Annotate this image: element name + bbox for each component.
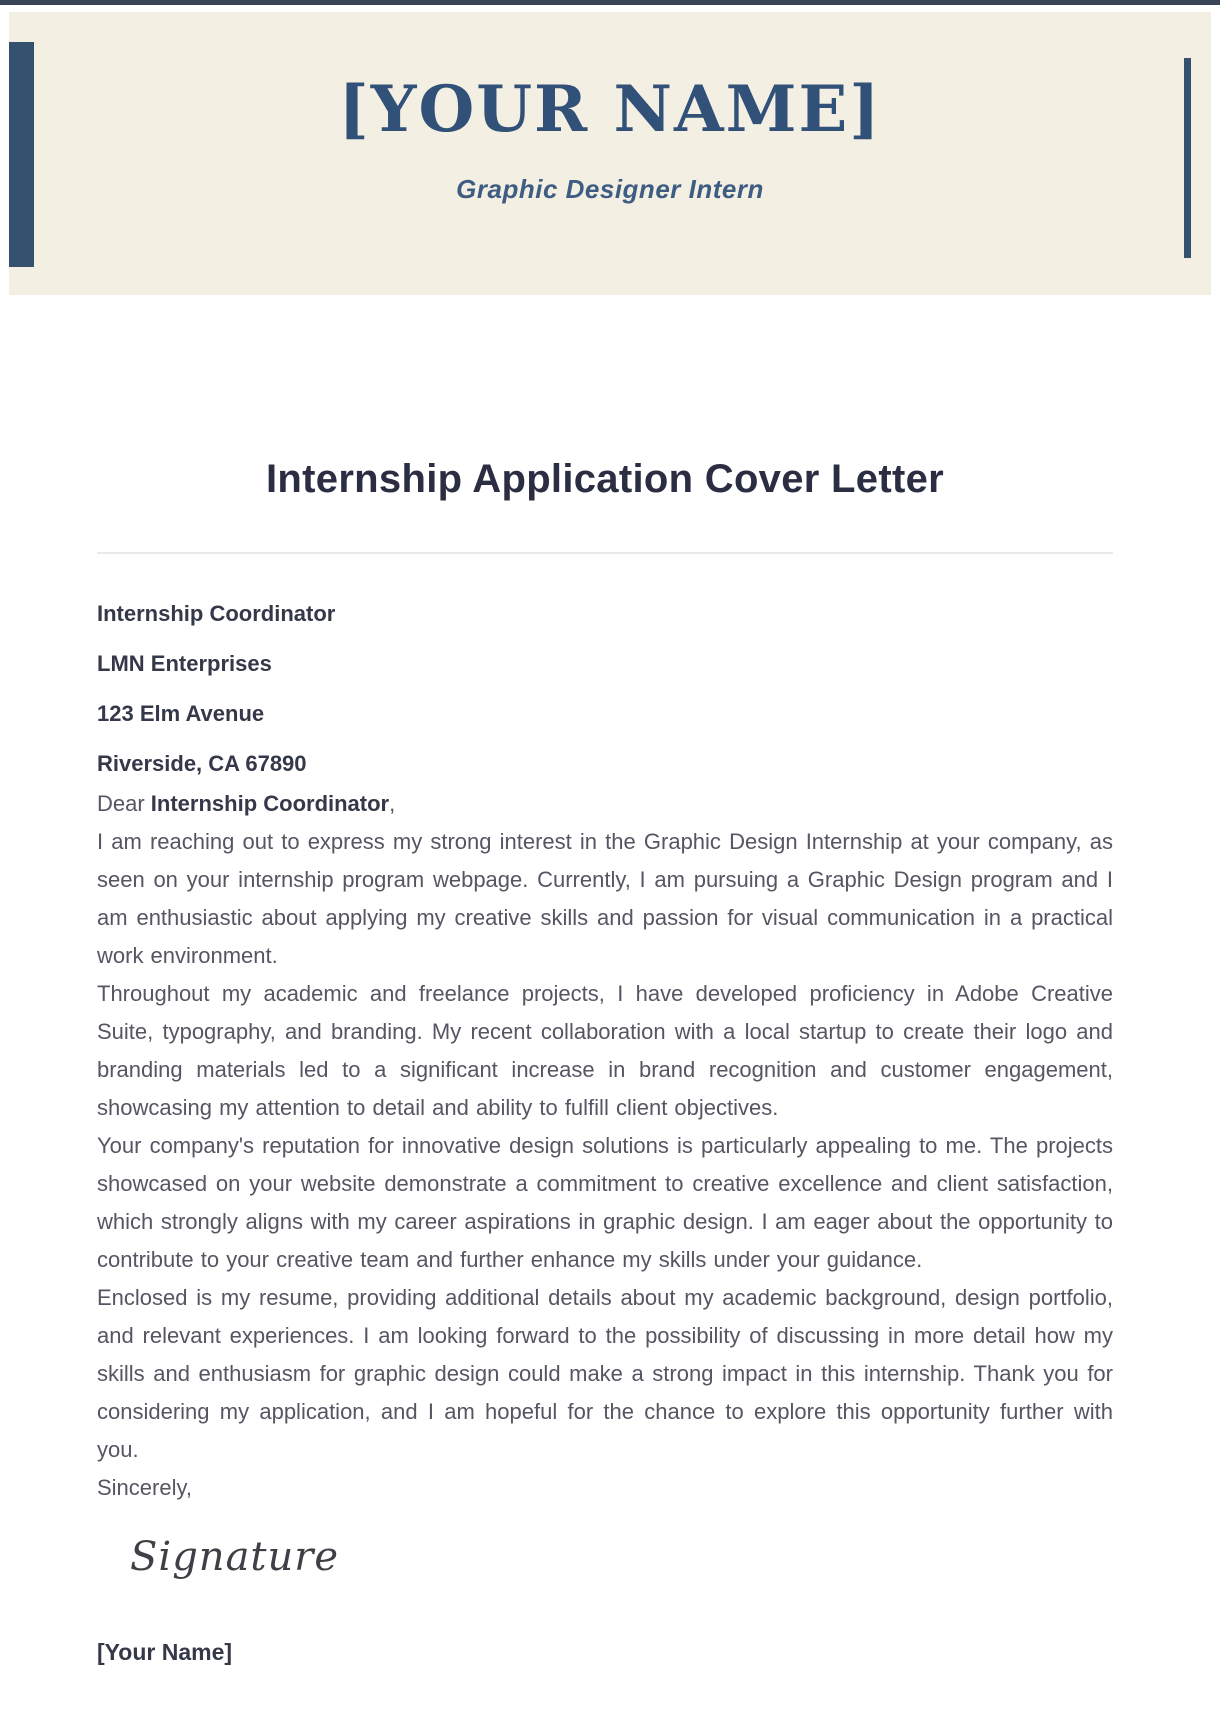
salutation-recipient-name: Internship Coordinator [150,791,390,816]
page-title: Internship Application Cover Letter [266,457,944,501]
letter-paragraph: Throughout my academic and freelance projects, I have developed proficiency in Adobe Creative Suite, typography, and branding. My recent collaboration with a local startup to create their logo and branding materials led to a significant increase in brand recognition and customer engagement, showcasing my attention to detail and ability to fulfill client objectives. [97,981,1113,1120]
recipient-line: Internship Coordinator [97,601,336,626]
letterhead-right-accent-bar [1184,58,1191,258]
salutation-prefix: Dear [97,791,151,816]
recipient-line: Riverside, CA 67890 [97,751,307,776]
recipient-block [97,595,1113,783]
closing-line: Sincerely, [97,1475,192,1500]
salutation-suffix: , [389,791,396,816]
letterhead-name: [YOUR NAME] [338,72,882,147]
recipient-line: LMN Enterprises [97,651,272,676]
letter-paragraph: Your company's reputation for innovative design solutions is particularly appealing to me. The projects showcased on your website demonstrate a commitment to creative excellence and client satisfaction, which strongly aligns with my career aspirations in graphic design. I am eager about the opportunity to contribute to your creative team and further enhance my skills under your guidance. [97,1133,1113,1272]
signature-script: Signature [130,1534,340,1580]
title-divider [97,552,1113,554]
letter-paragraph: Enclosed is my resume, providing additional details about my academic background, design portfolio, and relevant experiences. I am looking forward to the possibility of discussing in more detail how my skills and enthusiasm for graphic design could make a strong impact in this internship. Thank you for considering my application, and I am hopeful for the chance to explore this opportunity further with you. [97,1285,1113,1462]
signoff-name-cutoff: [Your Name] [97,1639,233,1665]
letterhead [9,12,1211,295]
letterhead-subtitle: Graphic Designer Intern [456,174,764,204]
letterhead-left-accent-bar [9,42,34,267]
recipient-line: 123 Elm Avenue [97,701,265,726]
salutation [97,785,1113,823]
page-top-strip [0,0,1220,5]
letter-paragraph: I am reaching out to express my strong interest in the Graphic Design Internship at your company, as seen on your internship program webpage. Currently, I am pursuing a Graphic Design program and I am enthusiastic about applying my creative skills and passion for visual communication in a practical work environment. [97,829,1113,968]
letter-content [97,453,1113,1667]
